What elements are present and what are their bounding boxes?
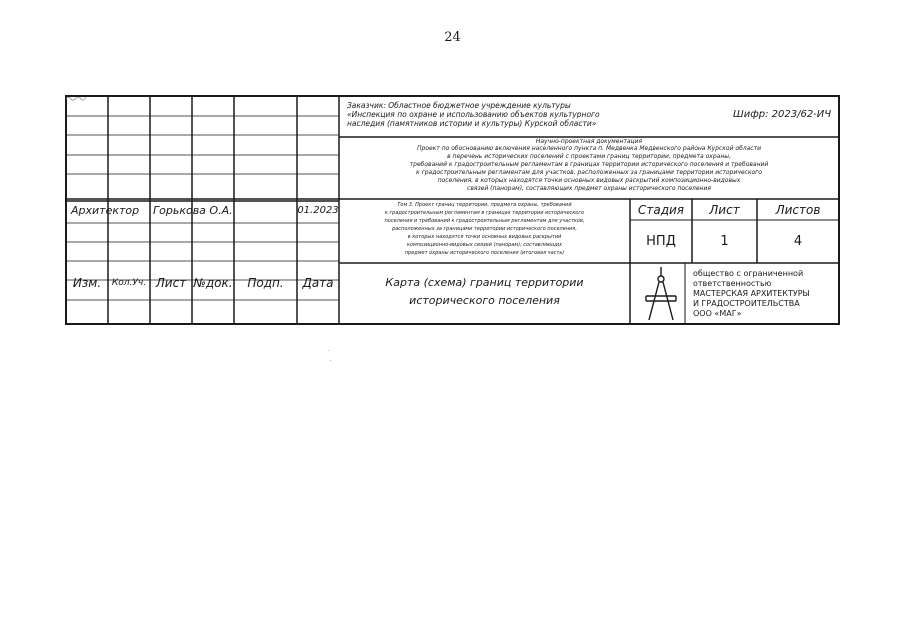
col-ndok: №док.	[193, 276, 233, 290]
drawing-title-line-1: Карта (схема) границ территории	[385, 276, 584, 289]
org-line-3: МАСТЕРСКАЯ АРХИТЕКТУРЫ	[693, 289, 810, 298]
volume-line-5: в которых находятся точки основных видовых раскрытий	[407, 234, 562, 240]
sheet-value: 1	[720, 234, 729, 249]
col-izm: Изм.	[72, 276, 102, 290]
stage-header: Стадия	[637, 203, 685, 217]
page-number: 24	[444, 30, 461, 45]
org-line-5: ООО «МАГ»	[693, 309, 742, 318]
customer-line-2: «Инспекция по охране и использованию объектов культурного	[347, 110, 600, 119]
volume-line-4: расположенных за границами территории исторического поселения,	[392, 226, 577, 232]
signer-date: 01.2023	[297, 205, 339, 216]
sheets-value: 4	[793, 234, 803, 249]
volume-line-6: композиционно-видовых связей (панорам), составляющих	[406, 242, 563, 248]
col-podp: Подп.	[247, 276, 284, 290]
signer-name: Горькова О.А.	[153, 204, 233, 217]
project-line-5: поселения, в которых находятся точки основных видовых раскрытий композиционно-видовых	[437, 177, 741, 184]
drawing-title-line-2: исторического поселения	[409, 294, 560, 307]
stage-value: НПД	[646, 234, 676, 249]
scan-speck	[330, 360, 331, 361]
project-line-1: Проект по обоснованию включения населенного пункта п. Медвенка Медвенского района Курской области	[417, 145, 761, 152]
signer-role: Архитектор	[71, 204, 140, 217]
volume-line-7: предмет охраны исторического поселения (итоговая часть)	[404, 250, 565, 256]
doc-type: Научно-проектная документация	[535, 138, 643, 145]
org-line-4: И ГРАДОСТРОИТЕЛЬСТВА	[693, 299, 800, 308]
scan-speck	[328, 350, 329, 351]
org-line-2: ответственностью	[693, 279, 772, 288]
handwritten-signature	[65, 95, 87, 101]
customer-line-3: наследия (памятников истории и культуры) Курской области»	[347, 119, 597, 128]
project-line-2: в перечень исторических поселений с проектами границ территории, предмета охраны,	[447, 153, 731, 160]
project-line-3: требований к градостроительным регламентам в границах территории исторического поселения и требований	[409, 161, 769, 168]
col-list: Лист	[155, 276, 187, 290]
col-data: Дата	[302, 276, 334, 290]
title-block-stamp	[65, 95, 840, 325]
cipher: Шифр: 2023/62-ИЧ	[733, 109, 832, 120]
compass-divider-icon	[643, 266, 679, 322]
project-line-4: к градостроительным регламентам для участков, расположенных за границами территории исторического	[416, 169, 762, 176]
sheets-header: Листов	[775, 203, 821, 217]
project-line-6: связей (панорам), составляющих предмет охраны исторического поселения	[467, 185, 711, 192]
col-kol-uch: Кол.Уч.	[111, 278, 147, 288]
org-line-1: общество с ограниченной	[693, 269, 804, 278]
volume-line-1: Том 3. Проект границ территории, предмета охраны, требований	[397, 202, 572, 208]
volume-line-2: к градостроительным регламентам в границах территории исторического	[384, 210, 585, 216]
customer-line-1: Заказчик: Областное бюджетное учреждение культуры	[347, 101, 571, 110]
sheet-header: Лист	[709, 203, 740, 217]
volume-line-3: поселения и требований к градостроительным регламентам для участков,	[384, 218, 585, 224]
